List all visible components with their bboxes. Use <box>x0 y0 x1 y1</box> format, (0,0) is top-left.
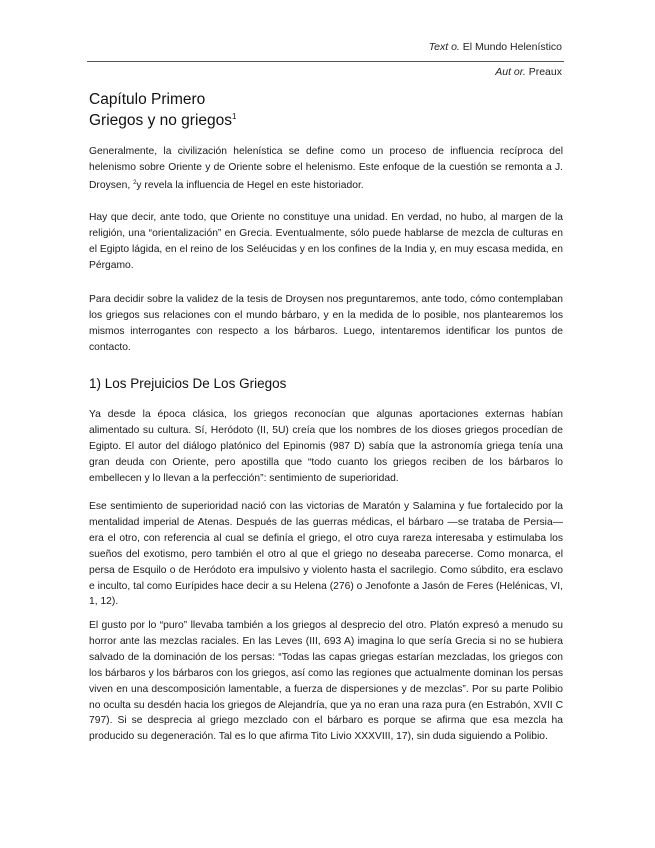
header-text-label: Text o. <box>428 41 460 53</box>
intro-p1-text-a: Generalmente, la civilización helenística se define como un proceso de influencia recíproca del helenismo sobre Oriente y de Oriente sobre el helenismo. Este enfoque de la cuestión se remonta a J. Droysen, <box>89 146 563 191</box>
intro-paragraph-1 <box>89 144 563 194</box>
header-text-title: El Mundo Helenístico <box>462 41 562 53</box>
intro-paragraph-3: Para decidir sobre la validez de la tesis de Droysen nos preguntaremos, ante todo, cómo contemplaban los griegos sus relaciones con el mundo bárbaro, y en la medida de lo posible, nos plantearemos los mismos interrogantes con respecto a los bárbaros. Luego, intentaremos identificar los puntos de contacto. <box>89 294 563 353</box>
section-paragraph-2: Ese sentimiento de superioridad nació con las victorias de Maratón y Salamina y fue fortalecido por la mentalidad imperial de Atenas. Después de las guerras médicas, el bárbaro —se trataba de Persia— era el otro, con referencia al cual se definía el griego, el otro cuya rareza interesaba y estimulaba los sueños del exotismo, pero también el otro al que el griego no deseaba parecerse. Como monarca, el persa de Esquilo o de Heródoto era impulsivo y violento hasta el sacrilegio. Como súbdito, era esclavo e inculto, tal como Eurípides hace decir a su Helena (276) o Jenofonte a Jasón de Feres (Helénicas, VI, 1, 12). <box>89 501 563 608</box>
section-paragraph-1: Ya desde la época clásica, los griegos reconocían que algunas aportaciones externas habían alimentado su cultura. Sí, Heródoto (II, 5U) creía que los nombres de los dioses griegos procedían de Egipto. El autor del diálogo platónico del Epinomis (987 D) sabía que la astronomía griega tenía una gran deuda con Oriente, pero apostilla que “todo cuanto los griegos reciben de los bárbaros lo embellecen y lo llevan a la perfección”: sentimiento de superioridad. <box>89 409 563 484</box>
footnote-ref-2: 2 <box>133 179 137 186</box>
running-header-author <box>495 66 562 78</box>
intro-paragraph-2: Hay que decir, ante todo, que Oriente no constituye una unidad. En verdad, no hubo, al margen de la religión, una “orientalización” en Grecia. Eventualmente, sólo puede hablarse de mezcla de culturas en el Egipto lágida, en el reino de los Seléucidas y en los confines de la India y, en muy escasa medida, en Pérgamo. <box>89 212 563 271</box>
intro-p1-text-b: y revela la influencia de Hegel en este historiador. <box>136 179 364 191</box>
header-author-name: Preaux <box>528 66 562 78</box>
header-rule <box>87 61 564 62</box>
section-heading: 1) Los Prejuicios De Los Griegos <box>89 376 287 391</box>
chapter-subtitle: Griegos y no griegos <box>89 112 233 129</box>
section-paragraph-3: El gusto por lo “puro” llevaba también a los griegos al desprecio del otro. Platón expresó a menudo su horror ante las mezclas raciales. En las Leves (III, 693 A) imagina lo que sería Grecia si no se hubiera salvado de la dominación de los persas: “Todas las capas griegas estarían mezcladas, los griegos con los bárbaros y los bárbaros con los griegos, así como las regiones que actualmente dominan los persas viven en una descomposición lamentable, a fuerza de dispersiones y de mezclas”. Por su parte Polibio no oculta su desdén hacia los griegos de Alejandría, que ya no eran una raza pura (en Estrabón, XVII C 797). Si se desprecia al griego mezclado con el bárbaro es porque se afirma que esa mezcla ha producido su degeneración. Tal es lo que afirma Tito Livio XXXVIII, 17), sin duda siguiendo a Polibio. <box>89 620 563 743</box>
header-author-label: Aut or. <box>495 66 526 78</box>
chapter-heading <box>89 91 236 129</box>
footnote-ref-1: 1 <box>232 112 237 121</box>
chapter-subtitle-line <box>89 108 236 129</box>
chapter-title: Capítulo Primero <box>89 91 206 108</box>
running-header-text <box>429 41 562 53</box>
